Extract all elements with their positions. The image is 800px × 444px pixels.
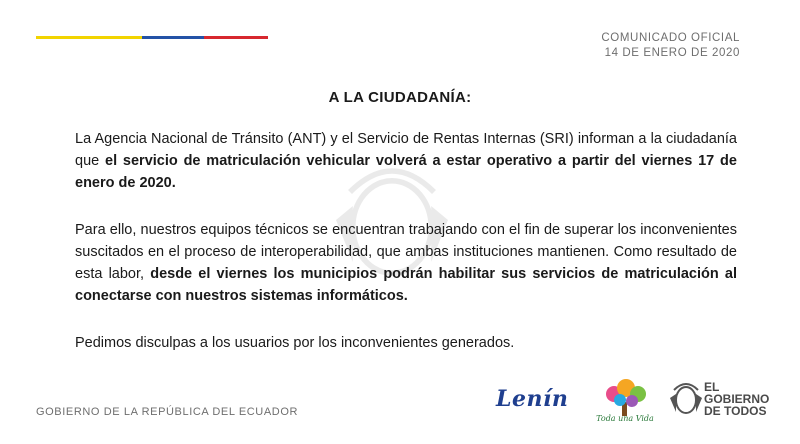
header-info (601, 31, 740, 61)
flag-red-stripe (204, 36, 268, 39)
paragraph-1-text: La Agencia Nacional de Tránsito (ANT) y el Servicio de Rentas Internas (SRI) informan a la ciudadanía que (75, 131, 737, 169)
paragraph-3: Pedimos disculpas a los usuarios por los inconvenientes generados. (75, 335, 515, 351)
paragraph-2-bold: desde el viernes los municipios podrán habilitar sus servicios de matriculación al conectarse con nuestros sistemas informáticos. (75, 266, 738, 304)
gob-logo-line-2: GOBIERNO (704, 392, 770, 406)
flag-yellow-stripe (36, 36, 142, 39)
ecuador-seal-icon (668, 378, 704, 418)
header-date: 14 DE ENERO DE 2020 (604, 47, 740, 59)
lenin-logo: Lenín (496, 386, 569, 412)
paragraph-1 (75, 128, 737, 194)
footer-government-name: GOBIERNO DE LA REPÚBLICA DEL ECUADOR (36, 406, 299, 418)
flag-blue-stripe (142, 36, 204, 39)
header-label: COMUNICADO OFICIAL (601, 32, 740, 44)
paragraph-1-bold: el servicio de matriculación vehicular volverá a estar operativo a partir del viernes 17 de enero de 2020. (75, 153, 737, 191)
paragraph-2 (75, 219, 737, 307)
page-title: A LA CIUDADANÍA: (328, 89, 472, 106)
gobierno-de-todos-logo (704, 381, 769, 417)
gob-logo-line-3: DE TODOS (704, 404, 767, 418)
flag-color-bar (36, 36, 268, 39)
paragraph-2-text: Para ello, nuestros equipos técnicos se encuentran trabajando con el fin de superar los inconvenientes suscitados en el proceso de interoperabilidad, que ambas instituciones mantienen. Como resultado de esta labor, (75, 222, 737, 282)
gob-logo-line-1: EL (704, 380, 720, 394)
tree-logo-caption: Toda una Vida (596, 414, 654, 423)
